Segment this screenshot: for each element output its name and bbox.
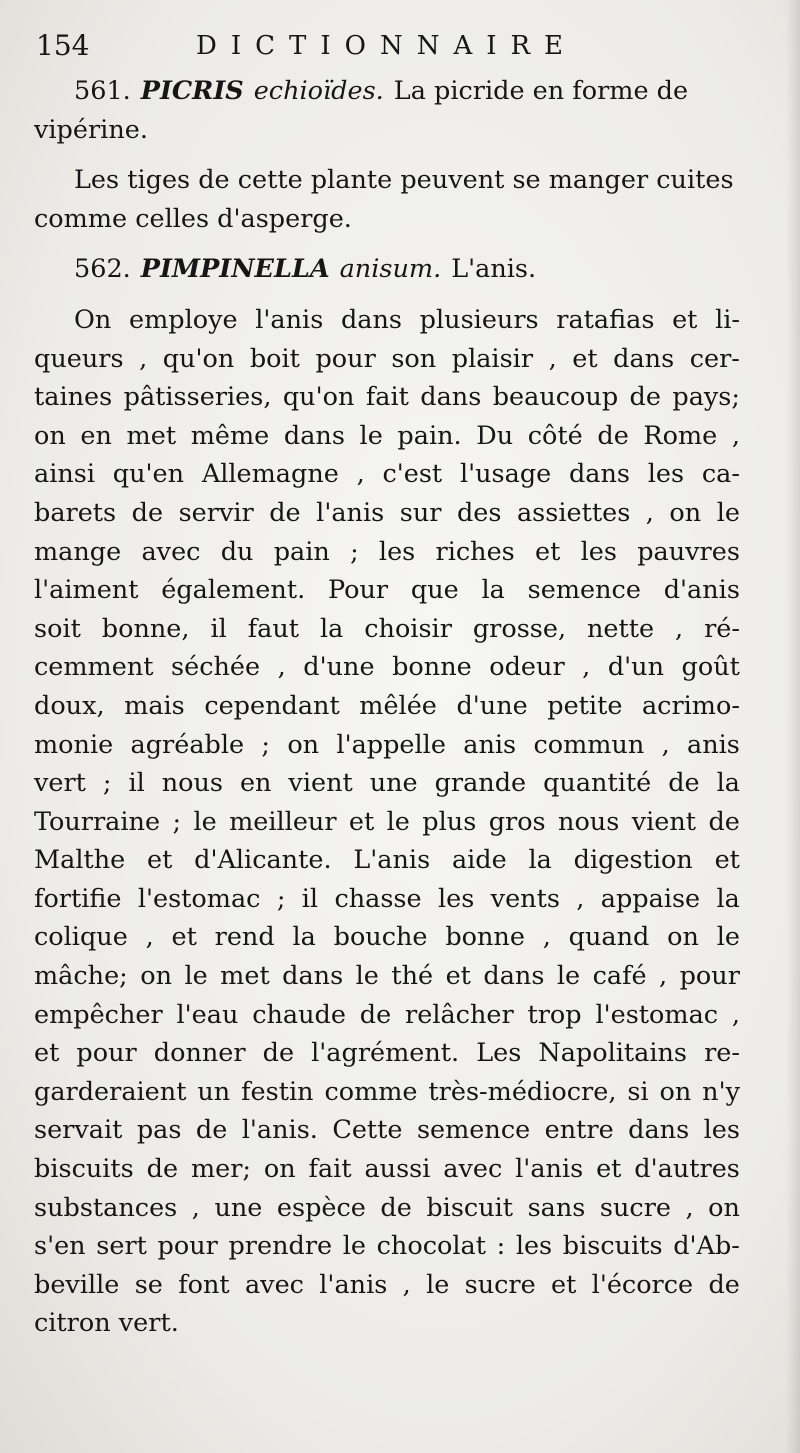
- word: aussi: [364, 1154, 431, 1185]
- word: employe: [129, 304, 238, 335]
- word: ca-: [701, 459, 740, 490]
- word: avec: [244, 1269, 304, 1300]
- word: goût: [681, 652, 740, 683]
- word: l'aiment: [34, 575, 139, 606]
- word: on: [708, 1192, 740, 1223]
- word: cependant: [204, 690, 340, 721]
- word: vert: [34, 768, 86, 799]
- word: on: [659, 1076, 692, 1107]
- word: de: [131, 497, 164, 528]
- word: de: [195, 1115, 228, 1146]
- word: quand: [568, 922, 650, 953]
- word: c'est: [382, 459, 443, 490]
- word: ,: [645, 497, 654, 528]
- word: ,: [661, 729, 670, 760]
- word: biscuit: [426, 1192, 514, 1223]
- word: plaisir: [451, 343, 534, 374]
- word: fortifie: [34, 883, 122, 914]
- word: ;: [102, 768, 112, 799]
- word: et: [551, 1269, 577, 1300]
- word: chaude: [252, 999, 346, 1030]
- word: qu'on: [282, 382, 355, 413]
- word: biscuits: [562, 1231, 663, 1262]
- word: ;: [350, 536, 359, 567]
- word: dans: [568, 459, 631, 490]
- word: le: [556, 961, 581, 992]
- word: sans: [527, 1192, 586, 1223]
- word: rend: [214, 922, 275, 953]
- word: servait: [34, 1115, 123, 1146]
- word: L'anis: [353, 845, 431, 876]
- word: on: [287, 729, 320, 760]
- word: sur: [399, 497, 442, 528]
- entry-561-definition: La picride en forme de: [393, 76, 689, 106]
- word: appaise: [600, 883, 701, 914]
- word: le: [342, 1231, 366, 1262]
- paragraph-gap: [34, 289, 740, 301]
- entry-562-body-line: [34, 687, 740, 726]
- entry-562-genus: PIMPINELLA: [140, 254, 330, 285]
- word: anis: [687, 729, 740, 760]
- word: met: [220, 961, 270, 992]
- word: son: [391, 343, 437, 374]
- word: ,: [542, 922, 551, 953]
- word: odeur: [489, 652, 565, 683]
- word: grande: [434, 768, 527, 799]
- word: de: [262, 1038, 295, 1069]
- word: quantité: [543, 768, 652, 799]
- word: l'agrément.: [311, 1038, 460, 1069]
- word: nous: [558, 806, 620, 837]
- word: l'anis: [255, 304, 324, 335]
- word: substances: [34, 1192, 178, 1223]
- entry-561-genus: PICRIS: [140, 76, 244, 106]
- word: la: [319, 613, 344, 644]
- word: et: [147, 845, 173, 876]
- word: beaucoup: [492, 382, 619, 413]
- entry-562-body-line: [34, 1073, 740, 1112]
- word: prendre: [228, 1231, 333, 1262]
- word: ,: [548, 343, 557, 374]
- entry-562-body-line: [34, 378, 740, 417]
- word: dans: [628, 1115, 690, 1146]
- word: il: [301, 883, 319, 914]
- word: ,: [659, 961, 668, 992]
- word: semence: [527, 575, 641, 606]
- page-edge-shadow: [786, 0, 800, 1453]
- word: pauvres: [637, 536, 740, 567]
- word: l'estomac: [595, 999, 719, 1030]
- word: trop: [527, 999, 582, 1030]
- word: et: [34, 1038, 60, 1069]
- word: assiettes: [516, 497, 631, 528]
- word: festin: [241, 1076, 314, 1107]
- entry-562-body-line: [34, 610, 740, 649]
- text-block: [34, 72, 740, 1343]
- word: dans: [282, 961, 344, 992]
- word: ainsi: [34, 459, 96, 490]
- word: mange: [34, 536, 122, 567]
- word: que: [410, 575, 459, 606]
- word: vents: [490, 883, 560, 914]
- word: de: [269, 497, 301, 528]
- entry-562-body-line: [34, 533, 740, 572]
- word: empêcher: [34, 999, 163, 1030]
- entry-562-heading-line: [34, 250, 740, 289]
- word: ;: [276, 883, 286, 914]
- word: le: [184, 961, 208, 992]
- word: d'une: [303, 652, 375, 683]
- word: café: [592, 961, 647, 992]
- word: avec: [141, 536, 201, 567]
- page-header: [36, 26, 776, 66]
- word: la: [528, 845, 552, 876]
- word: et: [445, 961, 471, 992]
- word: l'eau: [176, 999, 239, 1030]
- word: ,: [277, 652, 286, 683]
- word: ré-: [704, 613, 740, 644]
- word: ,: [582, 652, 591, 683]
- entry-562-body-line: [34, 494, 740, 533]
- word: comme: [324, 1076, 418, 1107]
- word: nette: [587, 613, 655, 644]
- word: le: [716, 922, 740, 953]
- entry-561-number: 561.: [74, 76, 131, 106]
- word: un: [197, 1076, 231, 1107]
- word: ,: [356, 459, 365, 490]
- word: dans: [420, 382, 482, 413]
- entry-562-body-line: [34, 301, 740, 340]
- entry-561-body-line: comme celles d'asperge.: [34, 203, 352, 234]
- word: on: [263, 1154, 296, 1185]
- word: chasse: [334, 883, 422, 914]
- word: une: [214, 1192, 263, 1223]
- word: pas: [136, 1115, 182, 1146]
- word: qu'on: [162, 343, 235, 374]
- word: d'une: [456, 690, 528, 721]
- word: faut: [247, 613, 299, 644]
- word: une: [369, 768, 418, 799]
- word: semence: [416, 1115, 531, 1146]
- entry-562-body-line: [34, 726, 740, 765]
- word: les: [647, 459, 685, 490]
- word: n'y: [702, 1076, 740, 1107]
- word: On: [74, 304, 112, 335]
- entry-562-body-line: [34, 957, 740, 996]
- word: il: [128, 768, 145, 799]
- entry-562-body-line: [34, 1034, 740, 1073]
- entry-562-body-line: [34, 1266, 740, 1305]
- word: mais: [124, 690, 185, 721]
- word: ,: [576, 883, 585, 914]
- word: relâcher: [405, 999, 514, 1030]
- word: pour: [76, 1038, 137, 1069]
- word: pour: [157, 1231, 218, 1262]
- word: mêlée: [359, 690, 437, 721]
- word: espèce: [276, 1192, 366, 1223]
- word: Allemagne: [201, 459, 339, 490]
- word: garderaient: [34, 1076, 187, 1107]
- entry-561-body-line: Les tiges de cette plante peuvent se manger cuites: [74, 165, 734, 196]
- word: mâche;: [34, 961, 128, 992]
- word: li-: [715, 304, 740, 335]
- entry-561-heading-line: [34, 72, 740, 111]
- entry-562-common-name: L'anis.: [451, 254, 537, 285]
- entry-562-number: 562.: [74, 254, 131, 285]
- entry-561-species: echioïdes.: [253, 76, 384, 106]
- word: choisir: [364, 613, 452, 644]
- word: fait: [308, 1154, 352, 1185]
- word: aide: [451, 845, 507, 876]
- paragraph-gap: [34, 149, 740, 161]
- word: de: [359, 999, 392, 1030]
- word: bonne,: [101, 613, 190, 644]
- word: de: [597, 420, 629, 451]
- word: fait: [365, 382, 409, 413]
- word: le: [426, 1269, 450, 1300]
- word: séchée: [171, 652, 261, 683]
- running-title: DICTIONNAIRE: [196, 31, 578, 61]
- word: commun: [533, 729, 645, 760]
- entry-562-species: anisum.: [339, 254, 442, 285]
- word: gros: [488, 806, 546, 837]
- word: il: [210, 613, 227, 644]
- word: pâtisseries,: [123, 382, 272, 413]
- entry-562-body-line: [34, 841, 740, 880]
- word: côté: [527, 420, 583, 451]
- word: colique: [34, 922, 128, 953]
- word: soit: [34, 613, 81, 644]
- entry-562-body-line: [34, 1111, 740, 1150]
- word: met: [126, 420, 177, 451]
- word: l'anis: [515, 1154, 584, 1185]
- word: le: [359, 420, 383, 451]
- word: et: [596, 1154, 622, 1185]
- word: petite: [547, 690, 623, 721]
- word: dans: [483, 961, 545, 992]
- word: s'en: [34, 1231, 86, 1262]
- word: riches: [435, 536, 515, 567]
- entry-562-body-line: [34, 764, 740, 803]
- entry-562-body-line: [34, 417, 740, 456]
- word: re-: [704, 1038, 740, 1069]
- word: vient: [631, 806, 697, 837]
- word: la: [292, 922, 316, 953]
- word: se: [134, 1269, 163, 1300]
- word: thé: [391, 961, 434, 992]
- word: en: [239, 768, 272, 799]
- word: qu'en: [112, 459, 185, 490]
- word: on: [669, 497, 702, 528]
- word: bonne: [445, 922, 525, 953]
- word: d'Alicante.: [194, 845, 332, 876]
- entry-562-body-line: [34, 1227, 740, 1266]
- word: donner: [153, 1038, 246, 1069]
- word: l'usage: [459, 459, 552, 490]
- word: de: [629, 382, 661, 413]
- word: dans: [613, 343, 675, 374]
- word: les: [703, 1115, 740, 1146]
- word: barets: [34, 497, 117, 528]
- word: Cette: [332, 1115, 403, 1146]
- word: bouche: [333, 922, 428, 953]
- word: beville: [34, 1269, 120, 1300]
- word: et: [672, 304, 698, 335]
- word: entre: [544, 1115, 614, 1146]
- entry-562-body-line: [34, 571, 740, 610]
- word: ,: [731, 420, 740, 451]
- word: de: [708, 806, 740, 837]
- entry-562-body-line: [34, 996, 740, 1035]
- word: sucre: [464, 1269, 536, 1300]
- word: d'un: [607, 652, 664, 683]
- word: ,: [402, 1269, 411, 1300]
- word: pain.: [397, 420, 462, 451]
- entry-562-body: [34, 301, 740, 1343]
- word: sert: [96, 1231, 147, 1262]
- word: d'anis: [663, 575, 740, 606]
- word: ,: [675, 613, 684, 644]
- word: ,: [731, 999, 740, 1030]
- word: servir: [178, 497, 254, 528]
- word: de: [146, 1154, 179, 1185]
- word: l'anis.: [241, 1115, 318, 1146]
- word: agréable: [130, 729, 245, 760]
- word: Du: [476, 420, 514, 451]
- word: très-médiocre,: [428, 1076, 617, 1107]
- word: dans: [340, 304, 403, 335]
- word: cemment: [34, 652, 154, 683]
- word: l'anis: [316, 497, 385, 528]
- word: anis: [463, 729, 517, 760]
- word: la: [716, 768, 740, 799]
- word: dans: [283, 420, 345, 451]
- word: les: [515, 1231, 553, 1262]
- entry-562-body-line: [34, 455, 740, 494]
- paragraph-gap: [34, 238, 740, 250]
- word: ;: [261, 729, 271, 760]
- word: bonne: [392, 652, 472, 683]
- word: le: [386, 806, 410, 837]
- entry-562-body-line: [34, 340, 740, 379]
- word: l'écorce: [591, 1269, 694, 1300]
- word: ,: [139, 343, 148, 374]
- word: même: [190, 420, 270, 451]
- word: Napolitains: [538, 1038, 688, 1069]
- word: également.: [161, 575, 306, 606]
- word: ,: [685, 1192, 694, 1223]
- word: biscuits: [34, 1154, 134, 1185]
- word: la: [716, 883, 740, 914]
- entry-562-body-line: [34, 803, 740, 842]
- word: et: [171, 922, 197, 953]
- word: plusieurs: [419, 304, 539, 335]
- word: de: [708, 1269, 740, 1300]
- word: pays;: [672, 382, 740, 413]
- word: meilleur: [229, 806, 337, 837]
- word: les: [378, 536, 416, 567]
- word: les: [580, 536, 617, 567]
- word: d'Ab-: [673, 1231, 740, 1262]
- word: Rome: [643, 420, 718, 451]
- word: du: [220, 536, 254, 567]
- word: ;: [172, 806, 182, 837]
- entry-562-body-line: [34, 918, 740, 957]
- word: ,: [145, 922, 154, 953]
- word: le: [193, 806, 217, 837]
- word: et: [714, 845, 740, 876]
- word: et: [348, 806, 375, 837]
- entry-562-body-line: [34, 880, 740, 919]
- word: mer;: [190, 1154, 251, 1185]
- word: digestion: [573, 845, 693, 876]
- word: pour: [679, 961, 740, 992]
- word: ratafias: [556, 304, 655, 335]
- word: de: [668, 768, 700, 799]
- page-number: 154: [36, 29, 90, 62]
- entry-562-body-line: citron vert.: [34, 1308, 179, 1339]
- word: la: [481, 575, 505, 606]
- word: si: [627, 1076, 649, 1107]
- word: vient: [288, 768, 353, 799]
- word: et: [535, 536, 561, 567]
- word: chocolat: [376, 1231, 486, 1262]
- entry-561-definition-continued: vipérine.: [34, 114, 148, 145]
- word: l'appelle: [336, 729, 446, 760]
- word: l'estomac: [137, 883, 261, 914]
- word: le: [355, 961, 379, 992]
- word: queurs: [34, 343, 124, 374]
- word: l'anis: [319, 1269, 388, 1300]
- word: Les: [476, 1038, 522, 1069]
- word: Malthe: [34, 845, 126, 876]
- word: des: [456, 497, 502, 528]
- word: pour: [315, 343, 376, 374]
- word: cer-: [689, 343, 740, 374]
- word: sucre: [599, 1192, 671, 1223]
- entry-562-body-line: [34, 1189, 740, 1228]
- word: doux,: [34, 690, 105, 721]
- word: on: [34, 420, 66, 451]
- entry-562-body-line: [34, 648, 740, 687]
- word: de: [380, 1192, 412, 1223]
- word: ,: [191, 1192, 200, 1223]
- word: :: [496, 1231, 506, 1262]
- entry-562-body-line: [34, 1150, 740, 1189]
- word: Tourraine: [34, 806, 161, 837]
- word: et: [572, 343, 598, 374]
- word: d'autres: [634, 1154, 740, 1185]
- word: plus: [422, 806, 477, 837]
- word: monie: [34, 729, 114, 760]
- word: boit: [249, 343, 300, 374]
- word: font: [178, 1269, 230, 1300]
- word: en: [80, 420, 112, 451]
- word: Pour: [327, 575, 389, 606]
- word: taines: [34, 382, 113, 413]
- word: on: [140, 961, 173, 992]
- word: pain: [273, 536, 330, 567]
- word: acrimo-: [641, 690, 740, 721]
- word: on: [667, 922, 699, 953]
- word: grosse,: [472, 613, 567, 644]
- word: nous: [161, 768, 223, 799]
- word: avec: [443, 1154, 503, 1185]
- word: le: [716, 497, 740, 528]
- word: les: [437, 883, 475, 914]
